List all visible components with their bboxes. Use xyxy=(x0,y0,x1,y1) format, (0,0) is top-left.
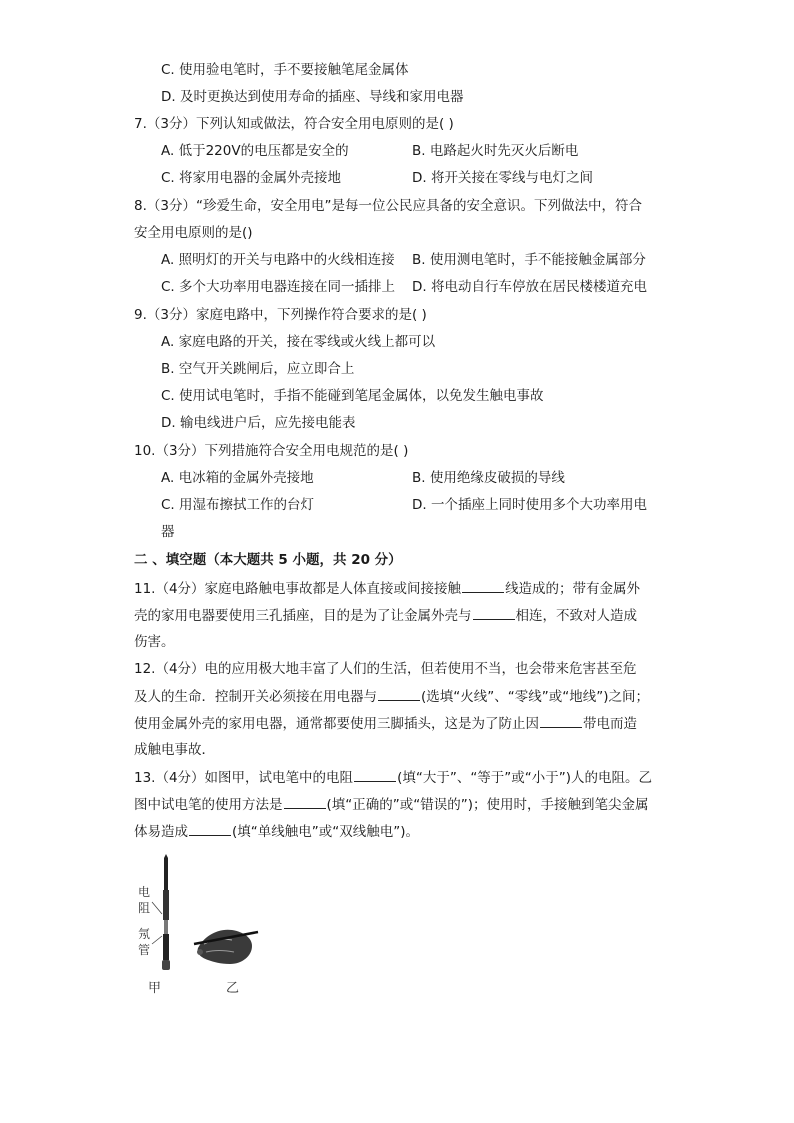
pen-body-upper xyxy=(163,890,169,920)
label-tube-1: 氖 xyxy=(138,927,151,941)
leader-tube xyxy=(152,936,162,944)
q12-line3 xyxy=(134,714,637,733)
q13-line1 xyxy=(134,768,652,787)
q10-stem: 10.（3分）下列措施符合安全用电规范的是( ) xyxy=(134,443,409,459)
q6-option-d: D. 及时更换达到使用寿命的插座、导线和家用电器 xyxy=(161,89,464,105)
q12-text-1: 及人的生命．控制开关必须接在用电器与 xyxy=(134,689,377,705)
q12-text-2: (选填“火线”、“零线”或“地线”)之间； xyxy=(421,689,649,705)
q8-stem-line1: 8.（3分）“珍爱生命，安全用电”是每一位公民应具备的安全意识。下列做法中，符合 xyxy=(134,198,642,214)
q13-blank-1 xyxy=(354,768,396,782)
hand-drawing xyxy=(194,930,258,964)
q9-option-b: B. 空气开关跳闸后，应立即合上 xyxy=(161,361,355,377)
q7-option-c: C. 将家用电器的金属外壳接地 xyxy=(161,170,342,186)
q8-stem-line2: 安全用电原则的是() xyxy=(134,225,253,241)
q11-text-1: 11.（4分）家庭电路触电事故都是人体直接或间接接触 xyxy=(134,581,462,597)
q13-blank-3 xyxy=(189,822,231,836)
q11-blank-1 xyxy=(462,579,504,593)
q13-text-3: 图中试电笔的使用方法是 xyxy=(134,797,283,813)
q13-text-1: 13.（4分）如图甲，试电笔中的电阻 xyxy=(134,770,354,786)
q13-blank-2 xyxy=(284,795,326,809)
q12-line4: 成触电事故． xyxy=(134,742,215,758)
q8-option-a: A. 照明灯的开关与电路中的火线相连接 xyxy=(161,252,395,268)
q11-text-3: 壳的家用电器要使用三孔插座，目的是为了让金属外壳与 xyxy=(134,608,472,624)
q9-option-a: A. 家庭电路的开关，接在零线或火线上都可以 xyxy=(161,334,436,350)
q9-option-d: D. 输电线进户后，应先接电能表 xyxy=(161,415,356,431)
figure-test-pen xyxy=(134,852,274,1002)
q10-option-b: B. 使用绝缘皮破损的导线 xyxy=(412,470,565,486)
q11-text-2: 线造成的；带有金属外 xyxy=(505,581,641,597)
section-2-heading: 二 、填空题（本大题共 5 小题，共 20 分） xyxy=(134,552,402,568)
q12-blank-2 xyxy=(540,714,582,728)
q13-text-6: (填“单线触电”或“双线触电”)。 xyxy=(232,824,420,840)
pen-cap xyxy=(162,960,170,970)
q11-line2 xyxy=(134,606,637,625)
q10-option-a: A. 电冰箱的金属外壳接地 xyxy=(161,470,314,486)
q11-line3: 伤害。 xyxy=(134,634,175,650)
label-tube-2: 管 xyxy=(138,943,151,957)
q7-option-b: B. 电路起火时先灭火后断电 xyxy=(412,143,579,159)
q12-blank-1 xyxy=(378,687,420,701)
q12-line2 xyxy=(134,687,649,706)
q7-stem: 7.（3分）下列认知或做法，符合安全用电原则的是( ) xyxy=(134,116,454,132)
label-resistor-1: 电 xyxy=(138,885,151,899)
q12-text-4: 带电而造 xyxy=(583,716,637,732)
q7-option-d: D. 将开关接在零线与电灯之间 xyxy=(412,170,593,186)
q13-text-5: 体易造成 xyxy=(134,824,188,840)
q10-option-c-wrap: 器 xyxy=(161,524,175,540)
q9-stem: 9.（3分）家庭电路中，下列操作符合要求的是( ) xyxy=(134,307,427,323)
pen-body-lower xyxy=(163,934,169,960)
label-yi: 乙 xyxy=(226,981,240,996)
q6-option-c: C. 使用验电笔时，手不要接触笔尾金属体 xyxy=(161,62,409,78)
q10-option-d: D. 一个插座上同时使用多个大功率用电 xyxy=(412,497,647,513)
q10-option-c: C. 用湿布擦拭工作的台灯 xyxy=(161,497,315,513)
q8-option-c: C. 多个大功率用电器连接在同一插排上 xyxy=(161,279,396,295)
figure-svg xyxy=(134,852,274,1002)
q9-option-c: C. 使用试电笔时，手指不能碰到笔尾金属体，以免发生触电事故 xyxy=(161,388,544,404)
label-resistor-2: 阻 xyxy=(138,901,151,915)
leader-resistor xyxy=(152,902,162,914)
q13-line2 xyxy=(134,795,649,814)
q12-text-3: 使用金属外壳的家用电器，通常都要使用三脚插头，这是为了防止因 xyxy=(134,716,539,732)
q13-text-4: (填“正确的”或“错误的”)；使用时，手接触到笔尖金属 xyxy=(326,797,649,813)
q12-line1: 12.（4分）电的应用极大地丰富了人们的生活，但若使用不当，也会带来危害甚至危 xyxy=(134,661,637,677)
pen-tip-metal xyxy=(164,854,168,890)
q11-text-4: 相连，不致对人造成 xyxy=(515,608,637,624)
q13-text-2: (填“大于”、“等于”或“小于”)人的电阻。乙 xyxy=(397,770,653,786)
q7-option-a: A. 低于220V的电压都是安全的 xyxy=(161,143,349,159)
q8-option-b: B. 使用测电笔时，手不能接触金属部分 xyxy=(412,252,646,268)
q11-blank-2 xyxy=(473,606,515,620)
pen-neon-tube xyxy=(164,920,168,934)
q13-line3 xyxy=(134,822,419,841)
q8-option-d: D. 将电动自行车停放在居民楼楼道充电 xyxy=(412,279,647,295)
q11-line1 xyxy=(134,579,640,598)
label-jia: 甲 xyxy=(148,981,162,996)
